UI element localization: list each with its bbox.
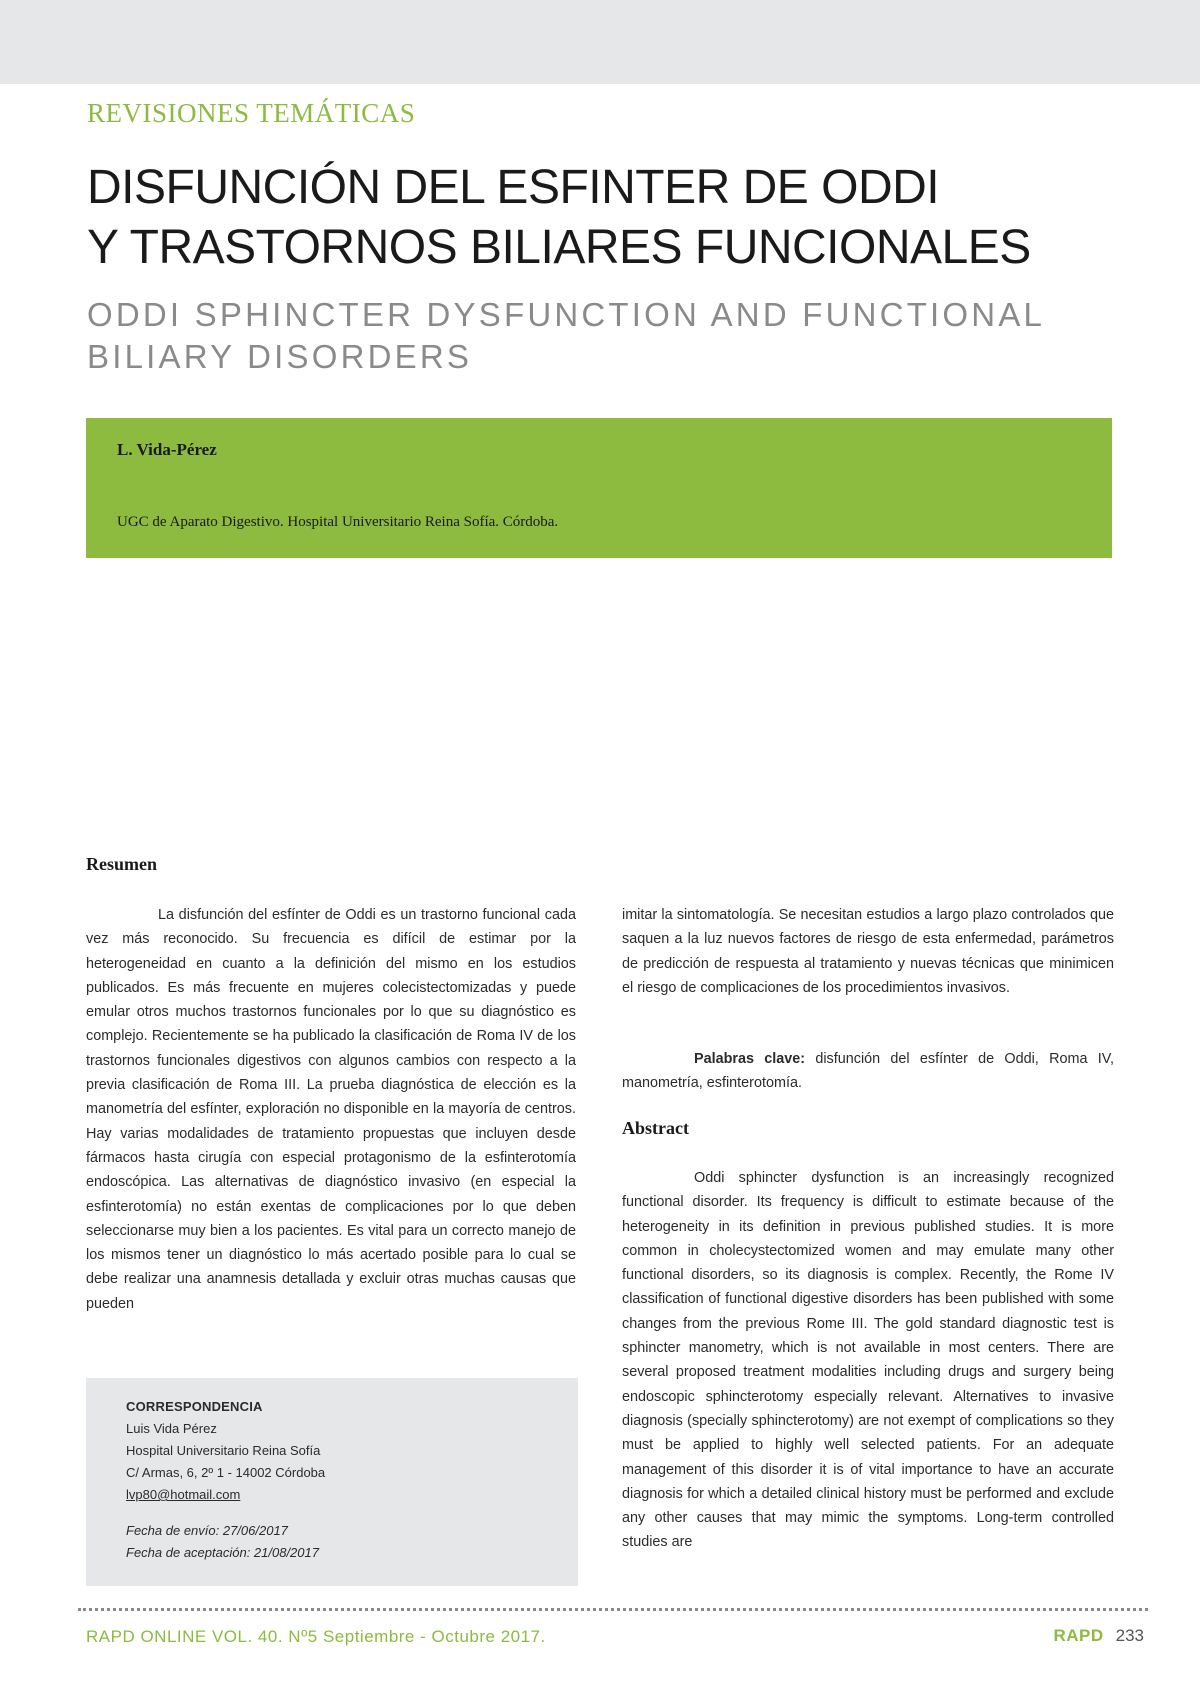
section-label: REVISIONES TEMÁTICAS <box>87 98 416 128</box>
keywords-label: Palabras clave: <box>694 1051 806 1067</box>
author-name: L. Vida-Pérez <box>117 440 217 459</box>
correspondence-email-link[interactable]: lvp80@hotmail.com <box>126 1487 241 1502</box>
date-accepted: Fecha de aceptación: 21/08/2017 <box>126 1545 319 1560</box>
abstract-heading: Abstract <box>622 1118 689 1138</box>
keywords-text: disfunción del esfínter de Oddi, Roma IV, manometría, esfinterotomía. <box>622 1051 1114 1092</box>
correspondence-address: C/ Armas, 6, 2º 1 - 14002 Córdoba <box>126 1465 326 1480</box>
correspondence-title: CORRESPONDENCIA <box>126 1399 263 1414</box>
page-number: 233 <box>1115 1626 1144 1645</box>
footer-divider <box>78 1608 1148 1611</box>
article-subtitle <box>87 294 1157 378</box>
article-title <box>87 158 1157 278</box>
resumen-heading: Resumen <box>86 854 157 874</box>
title-line-1: DISFUNCIÓN DEL ESFINTER DE ODDI <box>87 161 940 214</box>
resumen-paragraph: La disfunción del esfínter de Oddi es un trastorno funcional cada vez más reconocido. Su frecuencia es difícil de estimar por la heterogeneidad en cuanto a la definición del mismo en los estudios publicados. Es más frecuente en mujeres colecistectomizadas y puede emular otros muchos trastornos funcionales por lo que su diagnóstico es complejo. Recientemente se ha publicado la clasificación de Roma IV de los trastornos funcionales digestivos con algunos cambios con respecto a la previa clasificación de Roma III. La prueba diagnóstica de elección es la manometría del esfínter, exploración no disponible en la mayoría de centros. Hay varias modalidades de tratamiento propuestas que incluyen desde fármacos hasta cirugía con especial protagonismo de la esfinterotomía endoscópica. Las alternativas de diagnóstico invasivo (en especial la esfinterotomía) no están exentas de complicaciones por lo que deben seleccionarse muy bien a los pacientes. Es vital para un correcto manejo de los mismos tener un diagnóstico lo más acertado posible para lo cual se debe realizar una anamnesis detallada y excluir otras muchas causas que pueden <box>86 907 576 1312</box>
footer-journal: RAPD ONLINE VOL. 40. Nº5 Septiembre - Octubre 2017. <box>86 1627 546 1646</box>
footer-page-info <box>1053 1626 1144 1646</box>
keywords <box>622 1047 1114 1096</box>
title-line-2: Y TRASTORNOS BILIARES FUNCIONALES <box>87 221 1031 274</box>
correspondence-hospital: Hospital Universitario Reina Sofía <box>126 1443 321 1458</box>
subtitle-line-2: BILIARY DISORDERS <box>87 338 473 375</box>
top-band <box>0 0 1200 84</box>
author-box <box>86 418 1112 558</box>
author-affiliation: UGC de Aparato Digestivo. Hospital Universitario Reina Sofía. Córdoba. <box>117 514 559 530</box>
correspondence-box <box>86 1378 578 1586</box>
date-sent: Fecha de envío: 27/06/2017 <box>126 1523 288 1538</box>
footer-brand: RAPD <box>1053 1626 1104 1645</box>
subtitle-line-1: ODDI SPHINCTER DYSFUNCTION AND FUNCTIONAL <box>87 296 1046 333</box>
correspondence-name: Luis Vida Pérez <box>126 1421 217 1436</box>
abstract-paragraph: Oddi sphincter dysfunction is an increasingly recognized functional disorder. Its frequency is difficult to estimate because of the heterogeneity in its definition in previous published studies. It is more common in cholecystectomized women and may emulate many other functional disorders, so its diagnosis is complex. Recently, the Rome IV classification of functional digestive disorders has been published with some changes from the previous Rome III. The gold standard diagnostic test is sphincter manometry, which is not available in most centers. There are several proposed treatment modalities including drugs and surgery being endoscopic sphincterotomy especially relevant. Alternatives to invasive diagnosis (specially sphincterotomy) are not exempt of complications so they must be applied to highly well selected patients. For an adequate management of this disorder it is of vital importance to have an accurate diagnosis for which a detailed clinical history must be performed and exclude any other causes that may mimic the symptoms. Long-term controlled studies are <box>622 1170 1114 1551</box>
resumen-paragraph-continued: imitar la sintomatología. Se necesitan estudios a largo plazo controlados que saquen a la luz nuevos factores de riesgo de esta enfermedad, parámetros de predicción de respuesta al tratamiento y nuevas técnicas que minimicen el riesgo de complicaciones de los procedimientos invasivos. <box>622 907 1114 996</box>
